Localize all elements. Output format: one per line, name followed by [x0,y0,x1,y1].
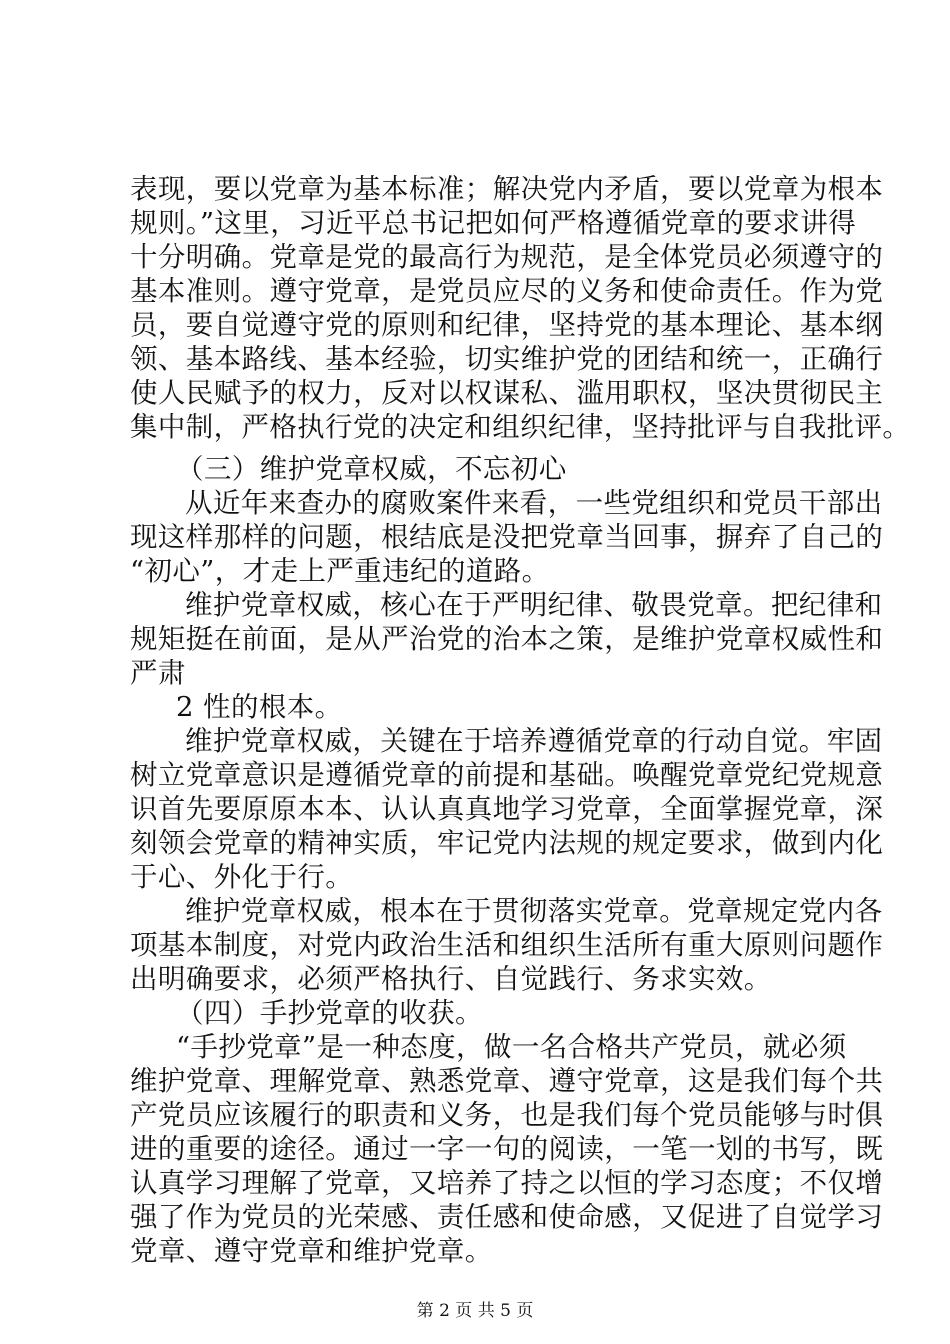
body-line: 2 性的根本。 [176,691,343,723]
body-line: 项基本制度，对党内政治生活和组织生活所有重大原则问题作 [130,929,884,961]
section-heading: （四）手抄党章的收获。 [176,997,483,1029]
body-line: 维护党章、理解党章、熟悉党章、遵守党章，这是我们每个共 [130,1065,884,1097]
body-line: 维护党章权威，根本在于贯彻落实党章。党章规定党内各 [185,895,883,927]
body-line: 十分明确。党章是党的最高行为规范，是全体党员必须遵守的 [130,241,884,273]
body-line: 规矩挺在前面，是从严治党的治本之策，是维护党章权威性和 [130,623,884,655]
body-line: 员，要自觉遵守党的原则和纪律，坚持党的基本理论、基本纲 [130,309,884,341]
body-line: 认真学习理解了党章，又培养了持之以恒的学习态度；不仅增 [130,1167,884,1199]
body-line: 严肃 [130,657,186,689]
body-line: 领、基本路线、基本经验，切实维护党的团结和统一，正确行 [130,343,884,375]
body-line: 强了作为党员的光荣感、责任感和使命感，又促进了自觉学习 [130,1201,884,1233]
body-line: 维护党章权威，关键在于培养遵循党章的行动自觉。牢固 [185,725,883,757]
body-line: 规则。”这里，习近平总书记把如何严格遵循党章的要求讲得 [130,207,857,239]
body-line: 表现，要以党章为基本标准；解决党内矛盾，要以党章为根本 [130,173,884,205]
body-line: 集中制，严格执行党的决定和组织纪律，坚持批评与自我批评。 [130,411,911,443]
body-line: 维护党章权威，核心在于严明纪律、敬畏党章。把纪律和 [185,589,883,621]
body-line: 识首先要原原本本、认认真真地学习党章，全面掌握党章，深 [130,793,884,825]
body-line: 出明确要求，必须严格执行、自觉践行、务求实效。 [130,963,772,995]
body-line: “手抄党章”是一种态度，做一名合格共产党员，就必须 [176,1031,847,1063]
body-line: 基本准则。遵守党章，是党员应尽的义务和使命责任。作为党 [130,275,884,307]
section-heading: （三）维护党章权威，不忘初心 [176,453,567,485]
body-line: 进的重要的途径。通过一字一句的阅读，一笔一划的书写，既 [130,1133,884,1165]
page-footer: 第 2 页 共 5 页 [416,1301,534,1321]
body-line: 现这样那样的问题，根结底是没把党章当回事，摒弃了自己的 [130,521,884,553]
body-line: 刻领会党章的精神实质，牢记党内法规的规定要求，做到内化 [130,827,884,859]
body-line: 党章、遵守党章和维护党章。 [130,1235,493,1267]
body-line: 从近年来查办的腐败案件来看，一些党组织和党员干部出 [185,487,883,519]
body-line: 于心、外化于行。 [130,861,354,893]
body-line: 产党员应该履行的职责和义务，也是我们每个党员能够与时俱 [130,1099,884,1131]
body-line: 树立党章意识是遵循党章的前提和基础。唤醒党章党纪党规意 [130,759,884,791]
body-line: “初心”，才走上严重违纪的道路。 [130,555,550,587]
body-line: 使人民赋予的权力，反对以权谋私、滥用职权，坚决贯彻民主 [130,377,884,409]
